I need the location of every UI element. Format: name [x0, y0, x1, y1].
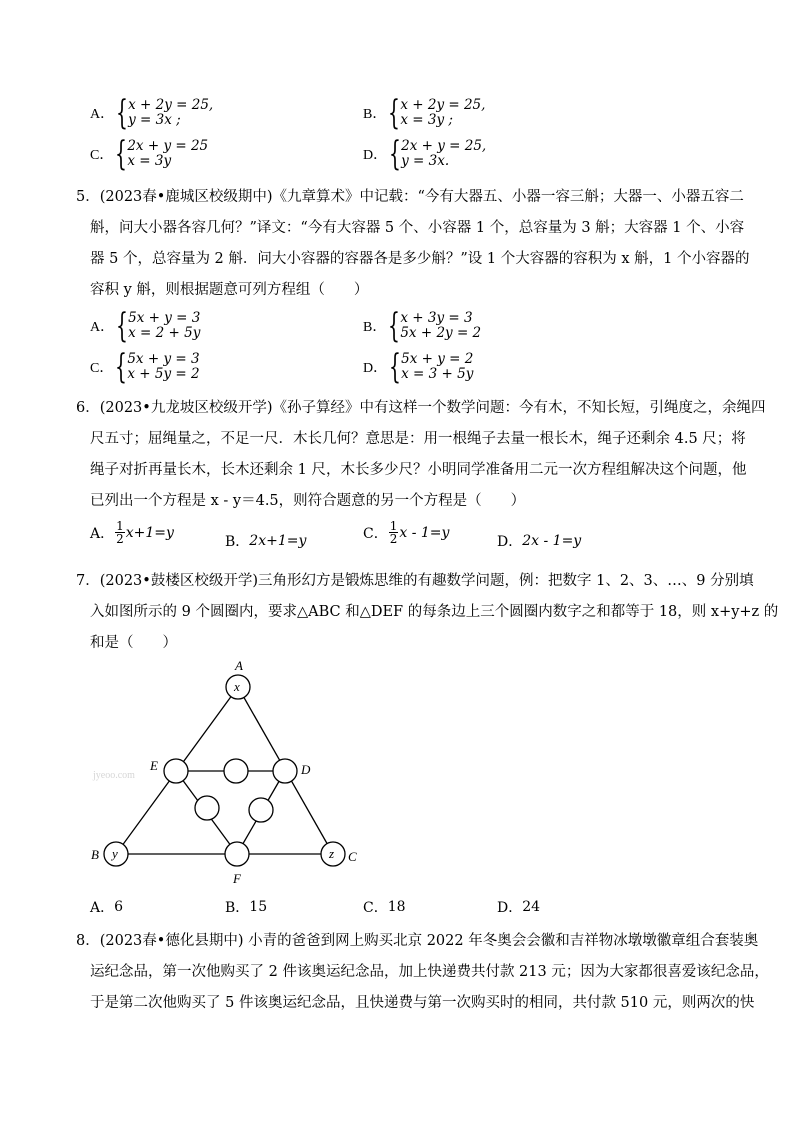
- equation: 5x + y = 2: [401, 351, 474, 367]
- brace: {: [388, 306, 401, 346]
- circle-f: [225, 842, 249, 866]
- vertex-b-label: B: [91, 847, 99, 862]
- q6-option-d: D． 2x - 1=y: [497, 533, 582, 550]
- text-line: 尺五寸；屈绳量之，不足一尺．木长几何？意思是：用一根绳子去量一根长木，绳子还剩余 4.5 尺；将: [90, 431, 746, 447]
- text-line: 入如图所示的 9 个圆圈内，要求△ABC 和△DEF 的每条边上三个圆圈内数字之和都等于 18，则 x+y+z 的: [90, 604, 779, 620]
- text-line: 5．(2023春•鹿城区校级期中)《九章算术》中记载：“今有大器五、小器一容三斛；大器一、小器五容二: [76, 189, 744, 205]
- fraction: $\frac{1}{2}$: [116, 519, 124, 546]
- brace: {: [389, 134, 402, 174]
- q6-text: [76, 393, 766, 517]
- circle-x-label: x: [234, 679, 240, 694]
- triangle-magic-figure: [85, 655, 365, 890]
- q4-option-c: C． { 2x + y = 25 x = 3y: [90, 134, 209, 174]
- text-line: 已列出一个方程是 x - y＝4.5，则符合题意的另一个方程是（ ）: [90, 493, 526, 509]
- text-line: 运纪念品，第一次他购买了 2 件该奥运纪念品，加上快递费共付款 213 元；因为大家都很喜爱该纪念品，: [90, 964, 769, 980]
- q7-option-c: C． 18: [363, 899, 406, 916]
- q7-option-a: A． 6: [90, 899, 124, 916]
- text-line: 于是第二次他购买了 5 件该奥运纪念品，且快递费与第一次购买时的相同，共付款 510 元，则两次的快: [90, 995, 755, 1011]
- equation: 2x + y = 25,: [401, 138, 487, 154]
- circle-d: [273, 759, 297, 783]
- equation: x + 2y = 25,: [128, 97, 214, 113]
- vertex-c-label: C: [348, 849, 357, 864]
- q8-text: [76, 926, 769, 1019]
- equation: x + 2y = 25,: [400, 97, 486, 113]
- brace: {: [389, 347, 402, 387]
- vertex-e-label: E: [150, 758, 158, 773]
- q7-option-d: D． 24: [497, 899, 541, 916]
- equation: x = 3 + 5y: [401, 366, 474, 382]
- q7-option-b: B． 15: [225, 899, 268, 916]
- vertex-d-label: D: [301, 762, 311, 777]
- q5-text: [76, 182, 749, 306]
- equation: 5x + 2y = 2: [400, 325, 482, 341]
- circle-mid-df: [249, 798, 273, 822]
- q5-option-a: A． { 5x + y = 3 x = 2 + 5y: [90, 306, 201, 346]
- text-line: 6．(2023•九龙坡区校级开学)《孙子算经》中有这样一个数学问题：今有木，不知长短，引绳度之，余绳四: [76, 400, 766, 416]
- equation: x = 3y: [127, 153, 172, 169]
- equation: x = 3y ;: [400, 112, 453, 128]
- text-line: 绳子对折再量长木，长木还剩余 1 尺，木长多少尺？小明同学准备用二元一次方程组解决这个问题，他: [90, 462, 747, 478]
- vertex-f-label: F: [233, 871, 241, 886]
- text-line: 和是（ ）: [90, 635, 177, 651]
- q6-option-a: A． $\frac{1}{2}$ x+1=y: [90, 519, 174, 546]
- q5-option-d: D． { 5x + y = 2 x = 3 + 5y: [363, 347, 474, 387]
- equation: y = 3x.: [401, 153, 450, 169]
- equation: x = 2 + 5y: [128, 325, 201, 341]
- q6-option-b: B． 2x+1=y: [225, 533, 307, 550]
- equation: x + 5y = 2: [127, 366, 200, 382]
- brace: {: [388, 93, 401, 133]
- text-line: 器 5 个，总容量为 2 斛．问大小容器的容器各是多少斛？”设 1 个大容器的容积为 x 斛，1 个小容器的: [90, 251, 750, 267]
- q7-text: [76, 566, 778, 659]
- q4-option-d: D． { 2x + y = 25, y = 3x.: [363, 134, 487, 174]
- vertex-a-label: A: [235, 658, 243, 673]
- text-line: 容积 y 斛，则根据题意可列方程组（ ）: [90, 282, 369, 298]
- text-line: 8．(2023春•德化县期中) 小青的爸爸到网上购买北京 2022 年冬奥会会徽和吉祥物冰墩墩徽章组合套装奥: [76, 933, 759, 949]
- text-line: 斛，问大小器各容几何？”译文：“今有大容器 5 个、小容器 1 个，总容量为 3 斛；大容器 1 个、小容: [90, 220, 745, 236]
- equation: x + 3y = 3: [400, 310, 473, 326]
- q5-option-c: C． { 5x + y = 3 x + 5y = 2: [90, 347, 200, 387]
- text-line: 7．(2023•鼓楼区校级开学)三角形幻方是锻炼思维的有趣数学问题，例：把数字 1、2、3、…、9 分别填: [76, 573, 754, 589]
- brace: {: [115, 347, 128, 387]
- q6-option-c: C． $\frac{1}{2}$ x - 1=y: [363, 519, 450, 546]
- circle-e: [164, 759, 188, 783]
- brace: {: [115, 134, 128, 174]
- equation: 5x + y = 3: [127, 351, 200, 367]
- circle-z-label: z: [329, 846, 335, 861]
- equation: 5x + y = 3: [128, 310, 201, 326]
- brace: {: [116, 93, 129, 133]
- fraction: $\frac{1}{2}$: [389, 519, 398, 546]
- equation: 2x + y = 25: [127, 138, 209, 154]
- equation: y = 3x ;: [128, 112, 181, 128]
- q4-option-a: A． { x + 2y = 25, y = 3x ;: [90, 93, 214, 133]
- circle-mid-ef: [195, 796, 219, 820]
- q4-option-b: B． { x + 2y = 25, x = 3y ;: [363, 93, 486, 133]
- circle-mid-ed: [224, 759, 248, 783]
- brace: {: [116, 306, 129, 346]
- q5-option-b: B． { x + 3y = 3 5x + 2y = 2: [363, 306, 482, 346]
- watermark: jyeoo.com: [93, 770, 135, 781]
- circle-y-label: y: [112, 846, 118, 861]
